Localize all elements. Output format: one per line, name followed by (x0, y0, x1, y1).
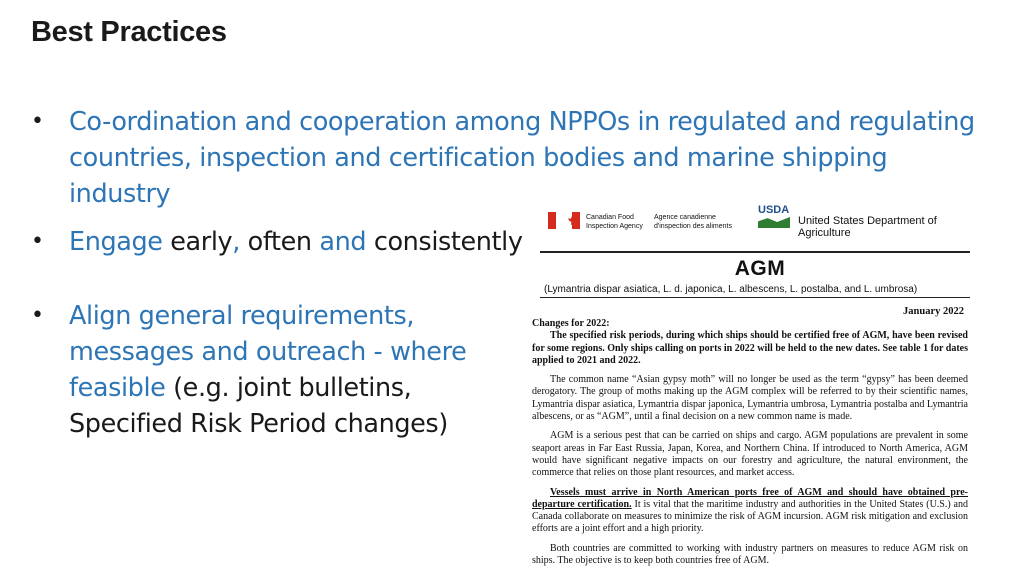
bullet-dot: • (31, 303, 44, 328)
bullet-dot: • (31, 229, 44, 254)
slide-title: Best Practices (31, 16, 227, 48)
usda-logo-icon (758, 205, 792, 231)
bullet-engage (31, 224, 529, 260)
bullet-align-text: Align general requirements, messages and outreach - where feasible (69, 301, 467, 403)
bullet-align-example: (e.g. joint bulletins, Specified Risk Period changes) (69, 373, 448, 439)
usda-logo-text: USDA (758, 204, 790, 216)
doc-date: January 2022 (903, 306, 964, 317)
doc-paragraph: The common name “Asian gypsy moth” will no longer be used as the term “gypsy” has been deemed derogatory. The group of moths making up the AGM complex will be referred to by their scientific names, Lymantria dispar asiatica, Lymantria dispar japonica, Lymantria umbrosa, Lymantria postalba and Lymantria albescens, or as “AGM”, until a final decision on a new common name is made. (532, 374, 968, 423)
doc-title: AGM (734, 257, 786, 280)
bullet-coordination (31, 104, 989, 212)
early-word: early (162, 227, 233, 257)
bullet-align (31, 298, 489, 442)
comma: , (232, 227, 240, 257)
canada-flag-icon (548, 212, 580, 229)
consistently-word: consistently (366, 227, 523, 257)
doc-paragraph-rest: It is vital that the maritime industry and authorities in the United States (U.S.) and Canada collaborate on measures to minimize the risk of AGM incursion. AGM risk mitigation and exclusion efforts are a joint effort and a high priority. (532, 498, 968, 535)
doc-body (532, 318, 968, 574)
cfia-name-en: Canadian Food Inspection Agency (586, 214, 643, 230)
divider (540, 297, 970, 298)
agm-bulletin-image (530, 200, 970, 576)
bullet-dot: • (31, 109, 44, 134)
usda-name: United States Department of Agriculture (798, 215, 937, 239)
doc-paragraph: Both countries are committed to working with industry partners on measures to reduce AGM risk on ships. The objective is to keep both countries free of AGM. (532, 542, 968, 567)
changes-heading: Changes for 2022: (532, 318, 610, 329)
often-word: often (239, 227, 320, 257)
divider (540, 251, 970, 253)
cfia-name-fr: Agence canadienne d'inspection des aliments (654, 214, 732, 230)
changes-text: The specified risk periods, during which ships should be certified free of AGM, have been revised for some regions. Only ships calling on ports in 2022 will be held to the new dates. See table 1 for dates applied to 2021 and 2022. (532, 330, 968, 366)
engage-word: Engage (69, 227, 163, 257)
and-word: and (319, 227, 367, 257)
doc-species: (Lymantria dispar asiatica, L. d. japonica, L. albescens, L. postalba, and L. umbrosa) (544, 284, 918, 295)
doc-underlined: Vessels must arrive in North American ports free of AGM and should have obtained pre-departure certification. (532, 486, 968, 510)
bullet-coordination-text: Co-ordination and cooperation among NPPOs in regulated and regulating countries, inspection and certification bodies and marine shipping industry (69, 107, 975, 209)
doc-paragraph: AGM is a serious pest that can be carried on ships and cargo. AGM populations are prevalent in some seaport areas in Far East Russia, Japan, Korea, and Northern China. If introduced to North America, AGM would have significant negative impacts on our forestry and agriculture, the natural environment, the commerce that relies on those plant resources, and market access. (532, 430, 968, 479)
doc-paragraph (532, 487, 968, 536)
